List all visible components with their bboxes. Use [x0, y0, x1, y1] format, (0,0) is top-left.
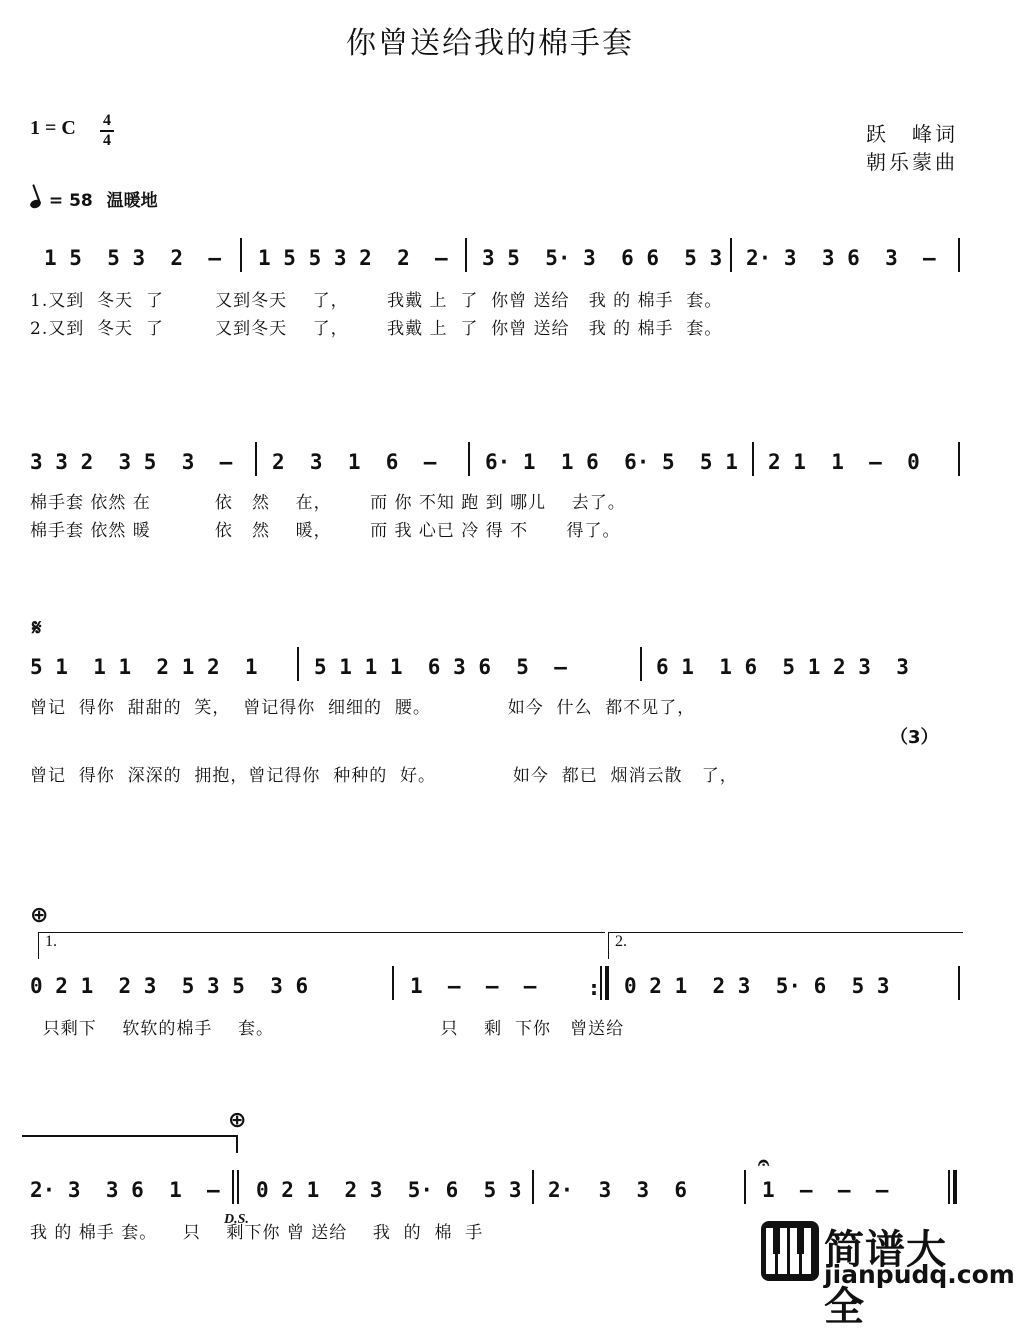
barline [640, 647, 642, 681]
tempo-marking [30, 186, 158, 211]
time-signature-top: 4 [103, 112, 111, 129]
measure-4-1: 0 2 1 2 3 5 3 5 3 6 [30, 974, 309, 998]
alternate-note: （3） [890, 727, 939, 748]
watermark-brand: 简谱大全 [824, 1227, 947, 1330]
volta-label: 1. [45, 933, 57, 950]
measure-1-3: 3 5 5· 3 6 6 5 3 [482, 246, 723, 270]
measure-1-2: 1 5 5 3 2 2 – [258, 246, 448, 270]
barline [232, 1170, 234, 1204]
time-signature-bottom: 4 [103, 132, 111, 149]
barline [958, 966, 960, 1000]
measure-1-4: 2· 3 3 6 3 – [746, 246, 936, 270]
key-signature: 1 = C [30, 117, 76, 139]
barline [240, 238, 242, 272]
tempo-expression: 温暖地 [106, 191, 158, 211]
measure-3-3: 6 1 1 6 5 1 2 3 3 [656, 655, 909, 679]
coda-bracket-line [22, 1135, 236, 1137]
barline [600, 966, 602, 1000]
barline [465, 238, 467, 272]
piano-logo-icon [760, 1220, 820, 1282]
barline [752, 442, 754, 476]
measure-2-3: 6· 1 1 6 6· 5 5 1 [485, 450, 738, 474]
measure-1-1: 1 5 5 3 2 – [44, 246, 222, 270]
repeat-dots: : [590, 976, 598, 1000]
coda-sign: ⊕ [228, 1108, 247, 1133]
barline [958, 442, 960, 476]
lyricist-credit: 跃 峰词 [866, 122, 958, 146]
lyrics-verse-1: 曾记 得你 甜甜的 笑， 曾记得你 细细的 腰。 如今 什么 都不见了， [30, 698, 696, 718]
barline [532, 1170, 534, 1204]
lyrics-verse-1: 只剩下 软软的棉手 套。 只 剩 下你 曾送给 [30, 1019, 625, 1039]
measure-3-2: 5 1 1 1 6 3 6 5 – [314, 655, 567, 679]
segno-sign: 𝄋 [32, 616, 42, 641]
measure-2-2: 2 3 1 6 – [272, 450, 437, 474]
lyrics-verse-1: 我 的 棉手 套。 只 剩下你 曾 送给 我 的 棉 手 [30, 1223, 484, 1243]
volta-label: 2. [615, 933, 627, 950]
measure-5-3: 2· 3 3 6 [548, 1178, 688, 1202]
volta-second-ending [608, 932, 963, 959]
final-barline [948, 1170, 950, 1204]
watermark [760, 1218, 1015, 1330]
lyrics-verse-1: 1.又到 冬天 了 又到冬天 了， 我戴 上 了 你曾 送给 我 的 棉手 套。 [30, 291, 723, 311]
fermata-icon: 𝄐 [758, 1150, 770, 1174]
measure-2-1: 3 3 2 3 5 3 – [30, 450, 233, 474]
tempo-value: = 58 [48, 191, 93, 211]
composer-credit: 朝乐蒙曲 [866, 150, 958, 174]
lyrics-verse-2: 棉手套 依然 暖 依 然 暖， 而 我 心已 冷 得 不 得了。 [30, 521, 621, 541]
volta-first-ending [38, 932, 605, 959]
barline [730, 238, 732, 272]
barline [255, 442, 257, 476]
measure-5-2: 0 2 1 2 3 5· 6 5 3 [256, 1178, 522, 1202]
barline [237, 1170, 239, 1204]
watermark-url: jianpudq.com [824, 1260, 1015, 1289]
barline [744, 1170, 746, 1204]
system-3 [0, 645, 980, 795]
measure-4-3: 0 2 1 2 3 5· 6 5 3 [624, 974, 890, 998]
coda-bracket-end [236, 1135, 238, 1153]
system-4 [0, 962, 980, 1042]
dal-segno-mark: D.S. [224, 1212, 249, 1227]
repeat-barline [605, 966, 609, 1000]
measure-5-1: 2· 3 3 6 1 – [30, 1178, 220, 1202]
song-title: 你曾送给我的棉手套 [346, 26, 634, 61]
barline [958, 238, 960, 272]
barline [392, 966, 394, 1000]
measure-2-4: 2 1 1 – 0 [768, 450, 920, 474]
lyrics-verse-2: 曾记 得你 深深的 拥抱，曾记得你 种种的 好。 如今 都已 烟消云散 了， [30, 766, 738, 786]
measure-5-4: 1 – – – [762, 1178, 889, 1202]
quarter-note-icon [29, 198, 42, 209]
system-1 [0, 236, 980, 346]
lyrics-verse-1: 棉手套 依然 在 依 然 在， 而 你 不知 跑 到 哪儿 去了。 [30, 493, 626, 513]
coda-sign: ⊕ [30, 903, 49, 928]
measure-3-1: 5 1 1 1 2 1 2 1 [30, 655, 258, 679]
barline [297, 647, 299, 681]
lyrics-verse-2: 2.又到 冬天 了 又到冬天 了， 我戴 上 了 你曾 送给 我 的 棉手 套。 [30, 319, 723, 339]
time-signature [100, 112, 114, 150]
barline [468, 442, 470, 476]
final-barline [953, 1170, 957, 1204]
measure-4-2: 1 – – – [410, 974, 537, 998]
system-2 [0, 440, 980, 550]
